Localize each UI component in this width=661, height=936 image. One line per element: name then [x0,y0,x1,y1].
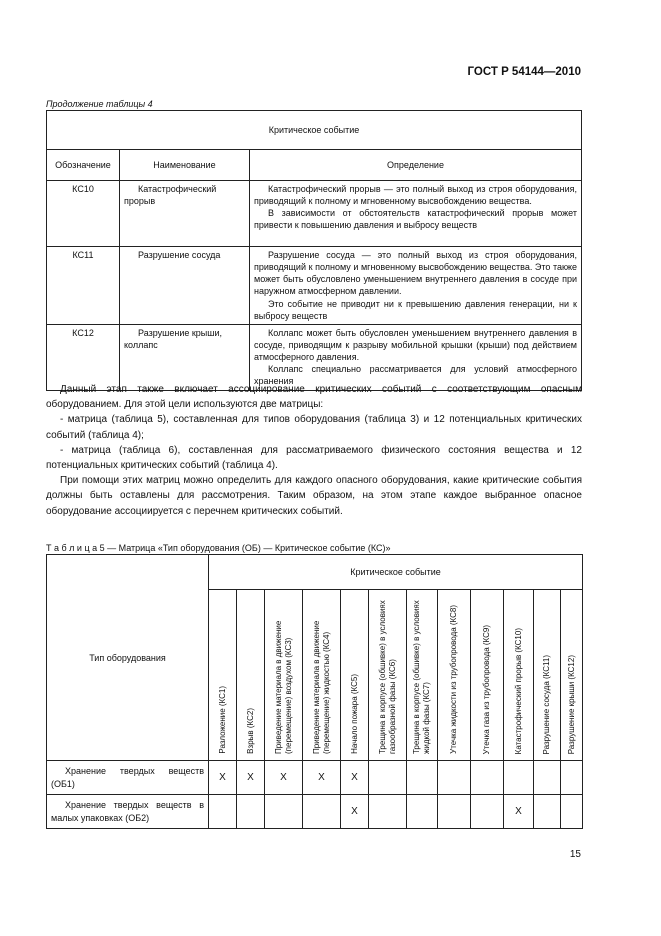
event-column-header: Утечка газа из трубопровода (КС9) [471,590,504,761]
definition-paragraph: Коллапс может быть обусловлен уменьшением внутреннего давления в сосуде, приводящим к разрыву мобильной крышки (крыши) под действием атмосферного давления. [254,327,577,363]
matrix-mark [369,761,407,795]
event-code: КС10 [47,181,120,247]
event-column-header: Взрыв (КС2) [237,590,265,761]
event-definition [250,247,582,325]
matrix-mark [209,795,237,829]
matrix-mark: X [265,761,303,795]
critical-events-table [46,110,582,391]
matrix-mark [471,795,504,829]
event-name: Разрушение крыши, коллапс [120,324,250,390]
body-paragraph: Данный этап также включает ассоциирование критических событий с соответствующим опасным оборудованием. Для этой цели используются две матрицы: [46,384,582,411]
matrix-mark [265,795,303,829]
definition-paragraph: В зависимости от обстоятельств катастрофический прорыв может привести к повышению давления и выбросу веществ [254,208,577,231]
event-name: Разрушение сосуда [120,247,250,325]
definition-paragraph: Разрушение сосуда — это полный выход из строя оборудования, приводящий к полному и мгновенному высвобождению вещества. Это также может быть обусловлено уменьшением внутреннего давления в сосуде при наружном атмосферном давлении. [254,250,577,297]
matrix-mark: X [237,761,265,795]
matrix-mark: X [504,795,534,829]
matrix-mark [438,761,471,795]
matrix-mark [534,795,561,829]
table5-caption: Т а б л и ц а 5 — Матрица «Тип оборудования (ОБ) — Критическое событие (КС)» [46,543,391,553]
matrix-mark [237,795,265,829]
event-definition [250,181,582,247]
equipment-type: Хранение твердых веществ (ОБ1) [47,761,209,795]
body-paragraph: - матрица (таблица 6), составленная для рассматриваемого физического состояния вещества и 12 потенциальных критических событий (таблица 4). [46,444,582,472]
matrix-mark [561,795,583,829]
event-column-header: Приведение материала в движение (перемещение) воздухом (КС3) [265,590,303,761]
event-column-header: Начало пожара (КС5) [341,590,369,761]
event-column-header: Трещина в корпусе (обшивке) в условиях жидкой фазы (КС7) [407,590,438,761]
event-code: КС11 [47,247,120,325]
page-number: 15 [569,849,581,860]
definition-paragraph: Коллапс специально рассматривается для условий атмосферного хранения [254,364,577,387]
table5-group-header: Критическое событие [209,555,583,590]
matrix-mark [504,761,534,795]
equipment-event-matrix [46,554,583,829]
definition-paragraph: Катастрофический прорыв — это полный выход из строя оборудования, приводящий к полному и мгновенному высвобождению вещества. [254,184,577,207]
event-code: КС12 [47,324,120,390]
event-column-header: Катастрофический прорыв (КС10) [504,590,534,761]
matrix-mark [369,795,407,829]
column-header-name: Наименование [120,150,250,181]
table-continuation-label: Продолжение таблицы 4 [46,99,153,109]
body-paragraph: - матрица (таблица 5), составленная для типов оборудования (таблица 3) и 12 потенциальных критических событий (таблица 4); [46,414,582,441]
matrix-mark [471,761,504,795]
row-header: Тип оборудования [47,555,209,761]
matrix-mark: X [209,761,237,795]
matrix-mark [407,761,438,795]
matrix-mark [561,761,583,795]
matrix-mark: X [341,795,369,829]
matrix-mark: X [303,761,341,795]
event-definition [250,324,582,390]
event-column-header: Утечка жидкости из трубопровода (КС8) [438,590,471,761]
body-paragraph: При помощи этих матриц можно определить для каждого опасного оборудования, какие критические события должны быть оставлены для рассмотрения. Таким образом, на этом этапе каждое выбранное опасное оборудование ассоциируется с перечнем критических событий. [46,475,582,517]
table-row [47,324,582,390]
event-name: Катастрофический прорыв [120,181,250,247]
event-column-header: Трещина в корпусе (обшивке) в условиях газообразной фазы (КС6) [369,590,407,761]
matrix-mark [534,761,561,795]
body-text [46,382,582,519]
table4-group-header: Критическое событие [47,111,582,150]
table-row [47,761,583,795]
table-row [47,795,583,829]
column-header-code: Обозначение [47,150,120,181]
event-column-header: Приведение материала в движение (перемещение) жидкостью (КС4) [303,590,341,761]
table-row [47,181,582,247]
matrix-mark [303,795,341,829]
event-column-header: Разрушение сосуда (КС11) [534,590,561,761]
event-column-header: Разложение (КС1) [209,590,237,761]
definition-paragraph: Это событие не приводит ни к превышению давления генерации, ни к выбросу веществ [254,298,577,321]
matrix-mark [407,795,438,829]
matrix-mark: X [341,761,369,795]
column-header-definition: Определение [250,150,582,181]
matrix-mark [438,795,471,829]
equipment-type: Хранение твердых веществ в малых упаковках (ОБ2) [47,795,209,829]
table-row [47,247,582,325]
event-column-header: Разрушение крыши (КС12) [561,590,583,761]
document-header: ГОСТ Р 54144—2010 [467,66,581,78]
